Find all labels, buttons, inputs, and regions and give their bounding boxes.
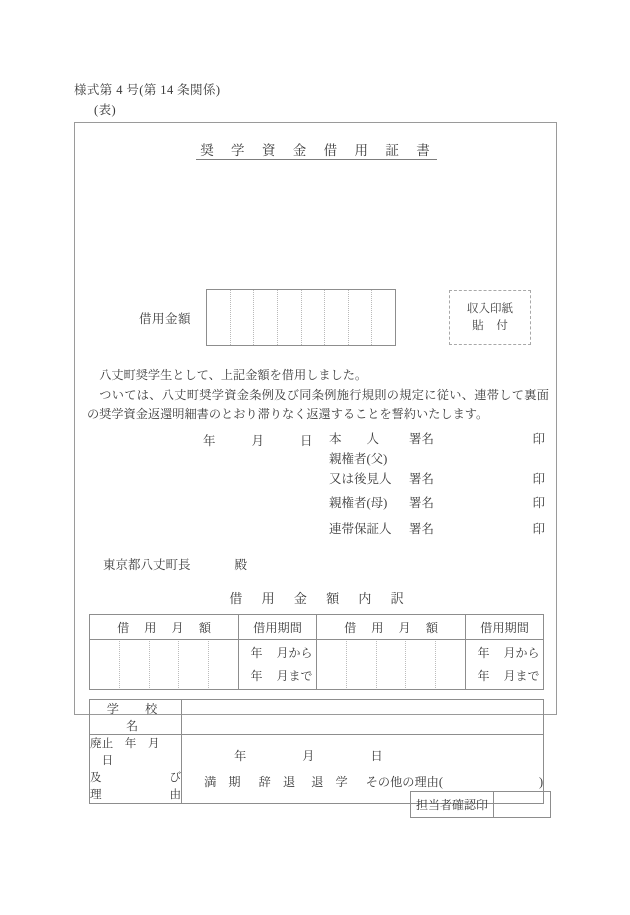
- termination-label-l1a: 廃: [90, 737, 102, 750]
- termination-day-label: 日: [370, 748, 383, 763]
- seal-mark-joint-guarantor: 印: [532, 522, 545, 536]
- amount-digit-grid: [90, 641, 238, 688]
- period-from-1: [239, 642, 316, 665]
- reason-other-open: その他の理由(: [365, 774, 443, 789]
- breakdown-heading: 借 用 金 額 内 訳: [229, 591, 412, 606]
- amount-digit-cell[interactable]: [207, 290, 230, 345]
- reason-other-close: ): [538, 774, 543, 789]
- termination-reasons[interactable]: [182, 773, 543, 792]
- signature-role-joint-guarantor: 連帯保証人: [329, 522, 392, 536]
- breakdown-col-monthly-2: 借 用 月 額: [316, 615, 465, 640]
- amount-digit-cell[interactable]: [253, 290, 277, 345]
- form-number: 様式第 4 号(第 14 条関係): [74, 83, 221, 97]
- breakdown-header-row: [90, 615, 544, 640]
- date-day-label: 日: [300, 434, 313, 448]
- signature-block: [329, 429, 545, 539]
- signature-role-guardian-mother: 親権者(母): [329, 496, 388, 510]
- amount-digit-cell[interactable]: [277, 290, 301, 345]
- breakdown-col-period-2: 借用期間: [466, 615, 544, 640]
- school-name-label: 学 校 名: [90, 700, 182, 735]
- addressee-honorific: 殿: [234, 558, 248, 572]
- confirmation-row: [411, 792, 551, 818]
- reason-dropout[interactable]: 退 学: [311, 774, 348, 789]
- termination-label-l3a: 理: [90, 788, 102, 801]
- signature-field-self[interactable]: 署名: [409, 432, 435, 446]
- termination-date-line[interactable]: [182, 747, 543, 766]
- termination-month-label: 月: [302, 748, 315, 763]
- breakdown-data-row: [90, 640, 544, 690]
- amount-digit-cell[interactable]: [90, 641, 119, 688]
- period-to-year-1: 年: [250, 668, 263, 683]
- school-name-row: [90, 700, 544, 735]
- period-from-year-1: 年: [250, 645, 263, 660]
- reason-withdrawal[interactable]: 辞 退: [258, 774, 296, 789]
- signature-row-self[interactable]: [329, 429, 545, 449]
- amount-digit-cell[interactable]: [230, 290, 254, 345]
- period-to-rest-2: 月まで: [503, 668, 540, 683]
- signature-field-guardian-father[interactable]: 署名: [409, 472, 435, 486]
- amount-digit-cell[interactable]: [119, 641, 149, 688]
- pledge-paragraph-2: ついては、八丈町奨学資金条例及び同条例施行規則の規定に従い、連帯して裏面の奨学資金返還明細書のとおり滞りなく返還することを誓約いたします。: [87, 387, 549, 421]
- breakdown-monthly-cell-2[interactable]: [316, 640, 465, 690]
- period-to-year-2: 年: [477, 668, 490, 683]
- amount-digit-cell[interactable]: [348, 290, 372, 345]
- form-side-label: (表): [94, 103, 117, 117]
- confirmation-seal-cell[interactable]: [494, 792, 551, 818]
- amount-digit-cell[interactable]: [376, 641, 406, 688]
- date-month-label: 月: [251, 434, 265, 448]
- period-to-2: [466, 665, 543, 688]
- period-from-year-2: 年: [477, 645, 490, 660]
- amount-digit-cell[interactable]: [208, 641, 238, 688]
- breakdown-table: [89, 614, 544, 690]
- addressee-name: 東京都八丈町長: [103, 558, 191, 572]
- borrow-amount-label: 借用金額: [139, 312, 192, 326]
- revenue-stamp-line2: 貼 付: [472, 319, 513, 332]
- breakdown-period-cell-2[interactable]: [466, 640, 544, 690]
- signature-field-guardian-mother[interactable]: 署名: [409, 496, 435, 510]
- termination-label-l2b: び: [169, 771, 182, 784]
- seal-mark-guardian-father: 印: [532, 472, 545, 486]
- signature-field-joint-guarantor[interactable]: 署名: [409, 522, 435, 536]
- period-to-rest-1: 月まで: [276, 668, 313, 683]
- signature-row-guardian-mother[interactable]: [329, 493, 545, 513]
- signature-role-or-custodian: 又は後見人: [329, 472, 392, 486]
- pledge-paragraph-1: 八丈町奨学生として、上記金額を借用しました。: [99, 368, 368, 382]
- amount-digit-cell[interactable]: [317, 641, 346, 688]
- confirmation-label: 担当者確認印: [411, 792, 494, 818]
- termination-label-l1b: 止 年 月 日: [101, 737, 172, 767]
- amount-digit-cell[interactable]: [371, 290, 395, 345]
- amount-digit-cell[interactable]: [435, 641, 465, 688]
- school-name-value[interactable]: [182, 700, 544, 735]
- seal-mark-self: 印: [532, 432, 545, 446]
- breakdown-col-monthly-1: 借 用 月 額: [90, 615, 239, 640]
- termination-label-l2a: 及: [90, 771, 102, 784]
- signature-row-joint-guarantor[interactable]: [329, 519, 545, 539]
- date-year-label: 年: [203, 434, 216, 448]
- amount-digit-grid: [317, 641, 465, 688]
- school-table: [89, 699, 544, 804]
- pledge-body: [87, 366, 549, 425]
- revenue-stamp-line1: 収入印紙: [467, 302, 513, 315]
- signature-row-guardian-father-title: [329, 449, 545, 469]
- certificate-title-text: 奨 学 資 金 借 用 証 書: [196, 143, 437, 160]
- termination-label-l3b: 由: [169, 788, 182, 801]
- termination-label: [90, 735, 182, 804]
- period-from-2: [466, 642, 543, 665]
- amount-digit-cell[interactable]: [346, 641, 376, 688]
- certificate-title: [75, 139, 558, 159]
- borrow-amount-box[interactable]: [206, 289, 396, 346]
- certificate-frame: [74, 122, 557, 812]
- reason-completion[interactable]: 満 期: [204, 774, 241, 789]
- signature-row-guardian-father[interactable]: [329, 469, 545, 489]
- breakdown-monthly-cell-1[interactable]: [90, 640, 239, 690]
- date-line[interactable]: [203, 431, 313, 449]
- breakdown-period-cell-1[interactable]: [239, 640, 317, 690]
- amount-digit-cell[interactable]: [324, 290, 348, 345]
- amount-digit-cell[interactable]: [149, 641, 179, 688]
- amount-digit-cell[interactable]: [178, 641, 208, 688]
- seal-mark-guardian-mother: 印: [532, 496, 545, 510]
- period-from-rest-2: 月から: [503, 645, 540, 660]
- amount-digit-cell[interactable]: [301, 290, 325, 345]
- signature-role-self: 本 人: [329, 432, 380, 446]
- revenue-stamp-box: [449, 290, 531, 345]
- period-to-1: [239, 665, 316, 688]
- confirmation-stamp-table: [410, 791, 551, 818]
- addressee-line: [103, 555, 247, 573]
- signature-role-guardian-father: 親権者(父): [329, 452, 388, 466]
- termination-year-label: 年: [234, 748, 247, 763]
- breakdown-col-period-1: 借用期間: [239, 615, 317, 640]
- amount-digit-cell[interactable]: [405, 641, 435, 688]
- period-from-rest-1: 月から: [276, 645, 313, 660]
